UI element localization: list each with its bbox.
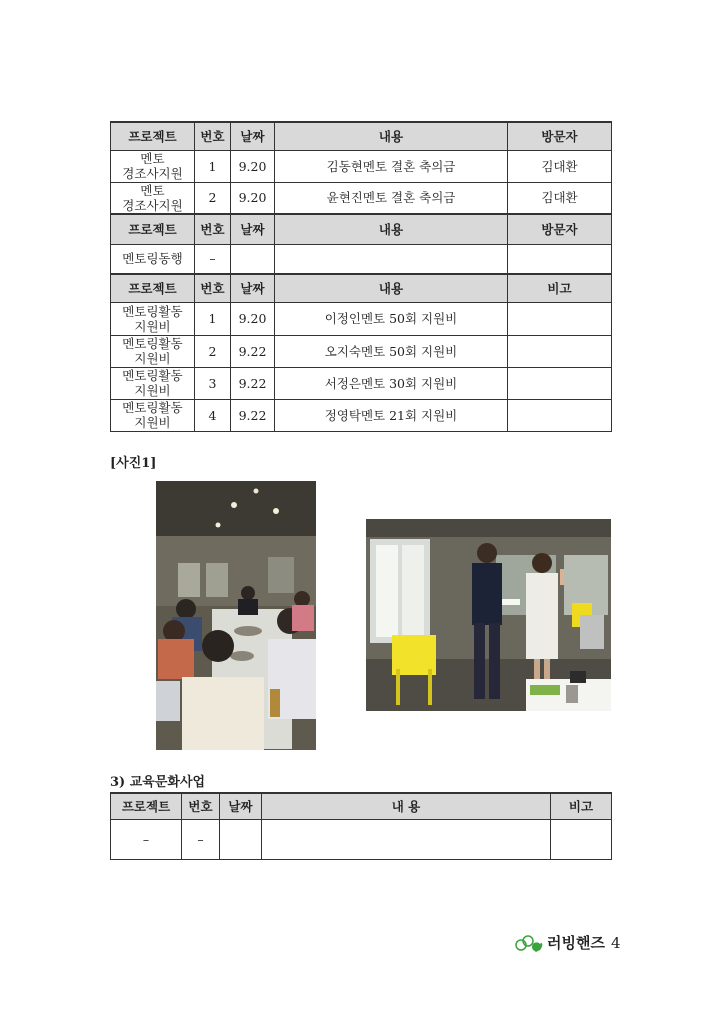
cell-project: 멘토링활동 지원비 — [111, 399, 195, 431]
cell-no: 3 — [195, 367, 231, 399]
cell-content — [275, 244, 508, 274]
table1-header-content: 내용 — [275, 122, 508, 150]
table1-header-row — [111, 122, 612, 150]
cell-no: 1 — [195, 150, 231, 182]
table-row — [111, 302, 612, 335]
cell-project: 멘토 경조사지원 — [111, 182, 195, 214]
cell-content: 오지숙멘토 50회 지원비 — [275, 335, 508, 367]
table3-header-content: 내용 — [275, 274, 508, 302]
cell-project: 멘토링활동 지원비 — [111, 335, 195, 367]
table2-header-date: 날짜 — [231, 214, 275, 244]
table1-header-date: 날짜 — [231, 122, 275, 150]
cell-project: – — [111, 819, 182, 859]
table3-header-project: 프로젝트 — [111, 274, 195, 302]
table4-header-date: 날짜 — [220, 793, 262, 819]
cell-note — [508, 367, 612, 399]
table-row — [111, 150, 612, 182]
table3-header-row — [111, 274, 612, 302]
cell-date: 9.20 — [231, 150, 275, 182]
section3-title: 3) 교육문화사업 — [110, 775, 206, 790]
photos-caption: [사진1] — [110, 456, 157, 471]
cell-date: 9.22 — [231, 335, 275, 367]
cell-note — [508, 302, 612, 335]
table4-header-row — [111, 793, 612, 819]
cell-date — [231, 244, 275, 274]
table2-header-project: 프로젝트 — [111, 214, 195, 244]
table1-header-project: 프로젝트 — [111, 122, 195, 150]
table1-header-no: 번호 — [195, 122, 231, 150]
cell-note — [508, 399, 612, 431]
cell-content: 김동현멘토 결혼 축의금 — [275, 150, 508, 182]
cell-visitor: 김대환 — [508, 182, 612, 214]
table3-header-no: 번호 — [195, 274, 231, 302]
education-culture-table — [110, 792, 612, 860]
page-number: 4 — [610, 933, 621, 952]
cell-no: 2 — [195, 182, 231, 214]
cell-content — [262, 819, 551, 859]
table2-header-row — [111, 214, 612, 244]
table2-header-content: 내용 — [275, 214, 508, 244]
cell-note — [508, 335, 612, 367]
table3-header-date: 날짜 — [231, 274, 275, 302]
mentor-support-table — [110, 121, 612, 432]
cell-no: 4 — [195, 399, 231, 431]
table2-header-no: 번호 — [195, 214, 231, 244]
cell-project: 멘토 경조사지원 — [111, 150, 195, 182]
cell-date: 9.22 — [231, 399, 275, 431]
table4-header-project: 프로젝트 — [111, 793, 182, 819]
cell-no: – — [195, 244, 231, 274]
presentation-photo — [366, 519, 611, 711]
cell-content: 윤현진멘토 결혼 축의금 — [275, 182, 508, 214]
footer-brand: 러빙핸즈 — [547, 934, 605, 952]
cell-date: 9.20 — [231, 302, 275, 335]
cell-content: 서정은멘토 30회 지원비 — [275, 367, 508, 399]
group-dinner-illustration — [156, 481, 316, 750]
table-row — [111, 335, 612, 367]
cell-project: 멘토링동행 — [111, 244, 195, 274]
table3-header-note: 비고 — [508, 274, 612, 302]
cell-visitor: 김대환 — [508, 150, 612, 182]
presentation-illustration — [366, 519, 611, 711]
table-row — [111, 819, 612, 859]
cell-project: 멘토링활동 지원비 — [111, 302, 195, 335]
table4-header-content: 내 용 — [262, 793, 551, 819]
table-row — [111, 244, 612, 274]
table-row — [111, 367, 612, 399]
cell-date — [220, 819, 262, 859]
table4-header-note: 비고 — [551, 793, 612, 819]
table4-header-no: 번호 — [182, 793, 220, 819]
table-row — [111, 399, 612, 431]
table2-header-visitor: 방문자 — [508, 214, 612, 244]
loving-hands-logo-icon — [514, 933, 544, 953]
table1-header-visitor: 방문자 — [508, 122, 612, 150]
cell-project: 멘토링활동 지원비 — [111, 367, 195, 399]
table-row — [111, 182, 612, 214]
cell-content: 정영탁멘토 21회 지원비 — [275, 399, 508, 431]
cell-no: 2 — [195, 335, 231, 367]
footer — [514, 932, 621, 953]
cell-visitor — [508, 244, 612, 274]
cell-no: 1 — [195, 302, 231, 335]
cell-note — [551, 819, 612, 859]
cell-date: 9.20 — [231, 182, 275, 214]
group-dinner-photo — [156, 481, 316, 750]
cell-no: – — [182, 819, 220, 859]
cell-content: 이정인멘토 50회 지원비 — [275, 302, 508, 335]
cell-date: 9.22 — [231, 367, 275, 399]
